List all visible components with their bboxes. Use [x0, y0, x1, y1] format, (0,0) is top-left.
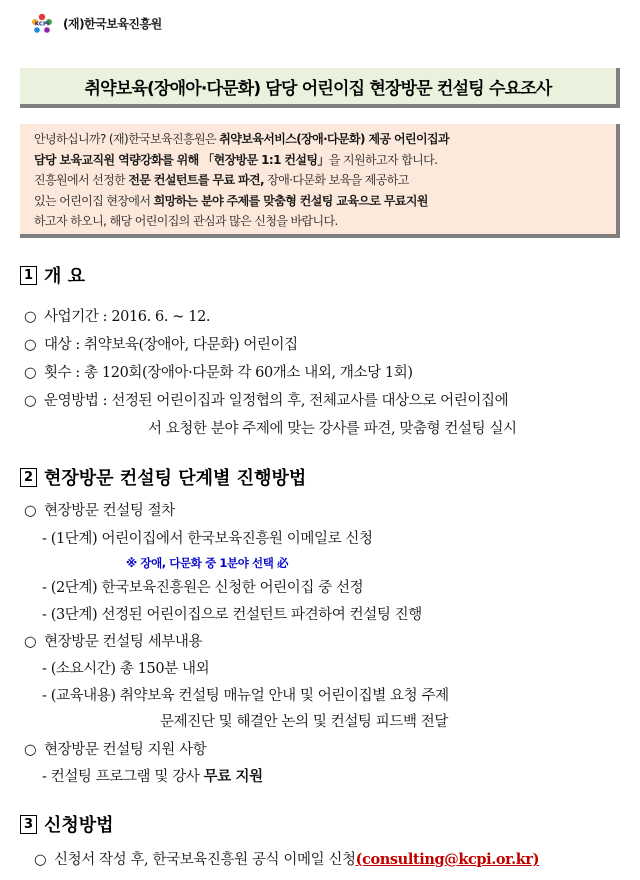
process-step-1: [42, 527, 373, 548]
process-title: [24, 499, 175, 520]
section-3-heading: [20, 811, 114, 837]
bullet-circle: ○: [24, 503, 37, 519]
bullet-circle: ○: [24, 742, 37, 758]
process-text: - (3단계) 선정된 어린이집으로 컨설턴트 파견하여 컨설팅 진행: [42, 607, 422, 623]
intro-line-4: [34, 191, 602, 212]
overview-method: [24, 389, 508, 410]
overview-text: 사업기간 : 2016. 6. ~ 12.: [44, 309, 211, 325]
kcpi-logo: [27, 8, 57, 38]
overview-text: 대상 : 취약보육(장애아, 다문화) 어린이집: [44, 337, 298, 353]
detail-title: [24, 630, 202, 651]
intro-bold-text: 취약보육서비스(장애·다문화) 제공 어린이집과: [219, 132, 449, 146]
support-title: [24, 738, 206, 759]
detail-time: [42, 657, 209, 678]
bullet-circle: ○: [24, 337, 37, 353]
svg-text:KCPI: KCPI: [34, 21, 50, 28]
process-text: - (1단계) 어린이집에서 한국보육진흥원 이메일로 신청: [42, 531, 373, 547]
apply-text: 신청서 작성 후, 한국보육진흥원 공식 이메일 신청: [54, 852, 356, 868]
support-detail: [42, 765, 263, 786]
intro-bold-text: 전문 컨설턴트를 무료 파견,: [128, 173, 264, 187]
bullet-circle: ○: [24, 634, 37, 650]
intro-text: 을 지원하고자 합니다.: [328, 152, 438, 167]
section-number: 2: [20, 468, 37, 487]
intro-line-2: [34, 150, 602, 171]
process-text: 문제진단 및 해결안 논의 및 컨설팅 피드백 전달: [160, 714, 448, 730]
section-1-heading: [20, 262, 85, 288]
section-2-heading: [20, 464, 306, 490]
overview-target: [24, 333, 298, 354]
apply-instruction: [34, 848, 539, 869]
intro-line-3: [34, 170, 602, 191]
section-title: 신청방법: [44, 815, 114, 836]
overview-text: 서 요청한 분야 주제에 맞는 강사를 파견, 맞춤형 컨설팅 실시: [148, 421, 517, 437]
intro-text: 있는 어린이집 현장에서: [34, 193, 154, 208]
intro-text: 하고자 하오니, 해당 어린이집의 관심과 많은 신청을 바랍니다.: [34, 214, 338, 228]
kcpi-logo-icon: [27, 8, 57, 38]
intro-text: 진흥원에서 선정한: [34, 173, 129, 187]
process-text: - (교육내용) 취약보육 컨설팅 매뉴얼 안내 및 어린이집별 요청 주제: [42, 688, 449, 704]
process-text: - (2단계) 한국보육진흥원은 신청한 어린이집 중 선정: [42, 580, 364, 596]
free-support-text: 무료 지원: [203, 768, 263, 785]
overview-period: [24, 305, 210, 326]
overview-method-cont: [148, 417, 517, 438]
bullet-circle: ○: [24, 365, 37, 381]
intro-bold-text: 희망하는 분야 주제를 맞춤형 컨설팅 교육으로 무료지원: [153, 193, 428, 208]
process-text: 현장방문 컨설팅 세부내용: [44, 634, 203, 650]
overview-text: 운영방법 : 선정된 어린이집과 일정협의 후, 전체교사를 대상으로 어린이집에: [44, 393, 509, 409]
process-step-2: [42, 576, 363, 597]
bullet-circle: ○: [34, 852, 47, 868]
process-step-3: [42, 603, 422, 624]
intro-bold-text: 담당 보육교직원 역량강화를 위해 「현장방문 1:1 컨설팅」: [34, 152, 329, 167]
process-step-1-note: ※ 장애, 다문화 중 1분야 선택 必: [126, 556, 289, 570]
intro-text: 장애·다문화 보육을 제공하고: [263, 173, 409, 187]
overview-text: 횟수 : 총 120회(장애아·다문화 각 60개소 내외, 개소당 1회): [44, 365, 413, 381]
intro-box: [20, 124, 620, 238]
section-number: 1: [20, 266, 37, 285]
section-title: 현장방문 컨설팅 단계별 진행방법: [44, 468, 307, 489]
org-name: (재)한국보육진흥원: [63, 16, 162, 31]
intro-text: 안녕하십니까? (재)한국보육진흥원은: [34, 132, 220, 146]
document-title: 취약보육(장애아·다문화) 담당 어린이집 현장방문 컨설팅 수요조사: [84, 78, 552, 99]
process-text: 현장방문 컨설팅 절차: [44, 503, 175, 519]
intro-line-5: [34, 211, 602, 232]
process-text: - 컨설팅 프로그램 및 강사: [42, 769, 204, 785]
process-text: 현장방문 컨설팅 지원 사항: [44, 742, 207, 758]
section-number: 3: [20, 815, 37, 834]
header: [27, 6, 162, 40]
email-link[interactable]: (consulting@kcpi.or.kr): [355, 851, 540, 868]
section-title: 개 요: [44, 266, 86, 287]
process-text: - (소요시간) 총 150분 내외: [42, 661, 210, 677]
overview-count: [24, 361, 413, 382]
detail-content-cont: [160, 710, 448, 731]
detail-content: [42, 684, 449, 705]
document-title-box: [20, 68, 620, 108]
intro-line-1: [34, 129, 602, 150]
bullet-circle: ○: [24, 309, 37, 325]
bullet-circle: ○: [24, 393, 37, 409]
